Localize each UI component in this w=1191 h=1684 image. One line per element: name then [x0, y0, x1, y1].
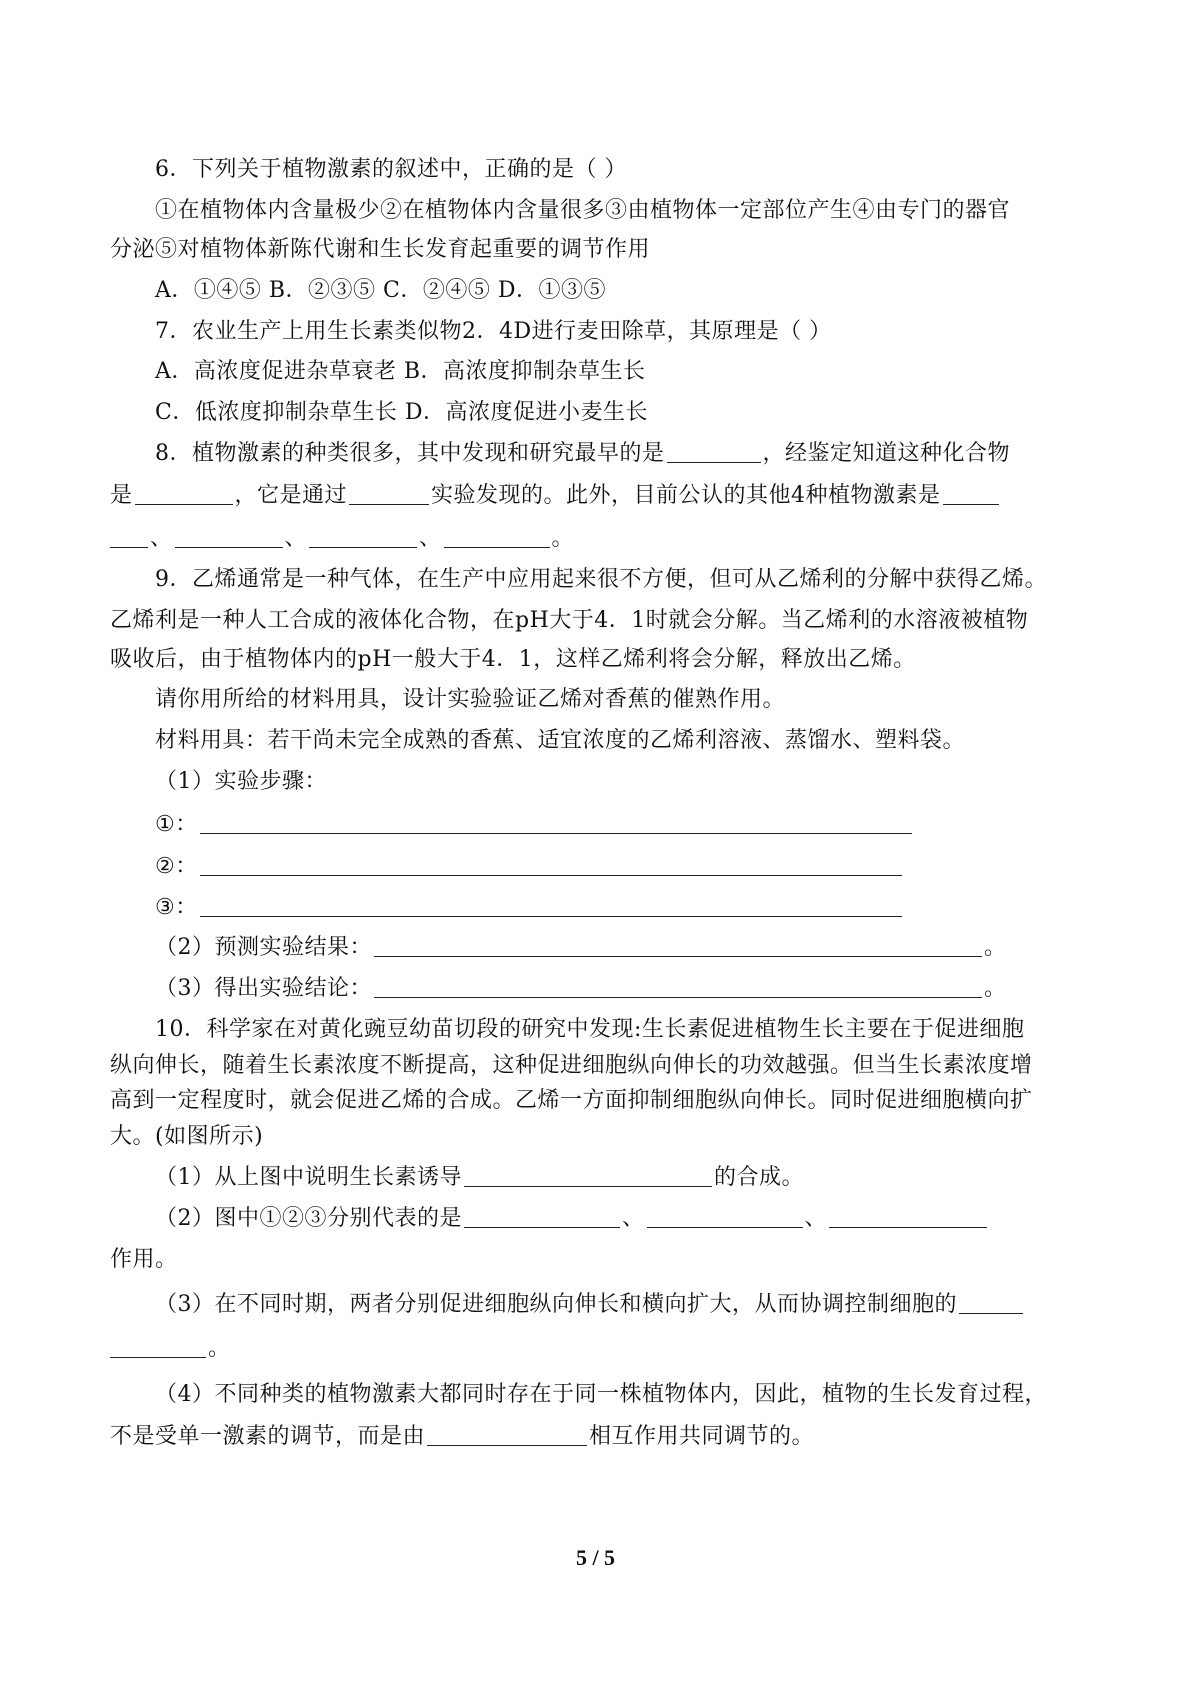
q8-line1: [155, 439, 1010, 469]
q8-text: 实验发现的。此外，目前公认的其他4种植物激素是: [431, 483, 941, 508]
q10-sub4: （4）不同种类的植物激素大都同时存在于同一株植物体内，因此，植物的生长发育过程，: [155, 1382, 1048, 1407]
q9-step-2-label: ②：: [155, 854, 198, 879]
q8-separator: 、: [419, 526, 442, 551]
q10-sub2-tail: 作用。: [110, 1247, 178, 1272]
q10-sub1-text: （1）从上图中说明生长素诱导: [155, 1165, 462, 1190]
q6-stem: 6．下列关于植物激素的叙述中，正确的是（ ）: [155, 157, 627, 182]
q9-line3: 吸收后，由于植物体内的pH一般大于4．1，这样乙烯利将会分解，释放出乙烯。: [110, 647, 916, 672]
answer-blank[interactable]: [959, 1291, 1023, 1314]
q9-steps-label: （1）实验步骤：: [155, 769, 327, 794]
q8-end: 。: [551, 526, 575, 551]
q8-line2: [110, 481, 1001, 511]
q6-options: A．①④⑤ B．②③⑤ C．②④⑤ D．①③⑤: [155, 278, 607, 303]
q10-sub2-separator: 、: [622, 1206, 645, 1231]
answer-blank[interactable]: [374, 934, 982, 957]
q9-line1: 9．乙烯通常是一种气体，在生产中应用起来很不方便，但可从乙烯利的分解中获得乙烯。: [155, 567, 1048, 592]
q10-sub2-text: （2）图中①②③分别代表的是: [155, 1206, 462, 1231]
answer-blank[interactable]: [427, 1423, 587, 1446]
q10-sub2: [155, 1204, 989, 1234]
answer-blank[interactable]: [110, 525, 148, 548]
q9-conclude-label: （3）得出实验结论：: [155, 976, 372, 1001]
answer-blank[interactable]: [829, 1205, 987, 1228]
q10-line2: 纵向伸长，随着生长素浓度不断提高，这种促进细胞纵向伸长的功效越强。但当生长素浓度增: [110, 1053, 1033, 1078]
q8-separator: 、: [284, 526, 308, 551]
q10-sub3-end: 。: [208, 1336, 231, 1361]
q9-step-1: [155, 810, 914, 840]
q8-separator: 、: [150, 526, 173, 551]
q8-text: ，经鉴定知道这种化合物: [762, 441, 1011, 466]
q10-sub1: [155, 1163, 804, 1193]
q9-step-3: [155, 893, 904, 923]
q8-text: 8．植物激素的种类很多，其中发现和研究最早的是: [155, 441, 665, 466]
q9-step-1-label: ①：: [155, 812, 198, 837]
q10-line3: 高到一定程度时，就会促进乙烯的合成。乙烯一方面抑制细胞纵向伸长。同时促进细胞横向扩: [110, 1088, 1033, 1113]
answer-blank[interactable]: [200, 811, 912, 834]
q9-step-3-label: ③：: [155, 895, 198, 920]
q10-sub3: [155, 1290, 1025, 1320]
q9-predict: [155, 933, 1007, 963]
answer-blank[interactable]: [349, 482, 429, 505]
q9-end: 。: [984, 935, 1007, 960]
answer-blank[interactable]: [374, 975, 982, 998]
answer-blank[interactable]: [200, 853, 902, 876]
q10-sub4-line2: [110, 1422, 814, 1452]
q9-end: 。: [984, 976, 1007, 1001]
q6-statements-line2: 分泌⑤对植物体新陈代谢和生长发育起重要的调节作用: [110, 237, 651, 262]
answer-blank[interactable]: [464, 1164, 712, 1187]
q10-line1: 10．科学家在对黄化豌豆幼苗切段的研究中发现:生长素促进植物生长主要在于促进细胞: [155, 1017, 1025, 1042]
answer-blank[interactable]: [943, 482, 999, 505]
q10-sub2-separator: 、: [804, 1206, 828, 1231]
q10-sub3-text: （3）在不同时期，两者分别促进细胞纵向伸长和横向扩大，从而协调控制细胞的: [155, 1292, 957, 1317]
q9-step-2: [155, 852, 904, 882]
q7-stem: 7．农业生产上用生长素类似物2．4D进行麦田除草，其原理是（ ）: [155, 319, 832, 344]
q10-line4: 大。(如图所示): [110, 1124, 264, 1149]
q8-text: 是: [110, 483, 133, 508]
answer-blank[interactable]: [444, 525, 550, 548]
q8-text: ，它是通过: [234, 483, 348, 508]
answer-blank[interactable]: [464, 1205, 620, 1228]
answer-blank[interactable]: [667, 440, 761, 463]
answer-blank[interactable]: [647, 1205, 803, 1228]
answer-blank[interactable]: [200, 894, 902, 917]
q7-options-line1: A．高浓度促进杂草衰老 B．高浓度抑制杂草生长: [155, 359, 646, 384]
q10-sub4-text: 相互作用共同调节的。: [589, 1424, 815, 1449]
q6-statements-line1: ①在植物体内含量极少②在植物体内含量很多③由植物体一定部位产生④由专门的器官: [155, 198, 1011, 223]
q9-conclude: [155, 974, 1007, 1004]
q8-line3: [110, 524, 574, 554]
answer-blank[interactable]: [135, 482, 233, 505]
answer-blank[interactable]: [110, 1335, 206, 1358]
q10-sub3-line2: [110, 1334, 231, 1364]
q7-options-line2: C．低浓度抑制杂草生长 D．高浓度促进小麦生长: [155, 400, 648, 425]
q9-line2: 乙烯利是一种人工合成的液体化合物，在pH大于4．1时就会分解。当乙烯利的水溶液被植物: [110, 608, 1029, 633]
page-number: 5 / 5: [575, 1545, 616, 1570]
answer-blank[interactable]: [309, 525, 417, 548]
q9-line4: 请你用所给的材料用具，设计实验验证乙烯对香蕉的催熟作用。: [155, 687, 786, 712]
q10-sub4-text: 不是受单一激素的调节，而是由: [110, 1424, 426, 1449]
q9-predict-label: （2）预测实验结果：: [155, 935, 372, 960]
q10-sub1-text: 的合成。: [714, 1165, 805, 1190]
answer-blank[interactable]: [175, 525, 283, 548]
q9-materials: 材料用具：若干尚未完全成熟的香蕉、适宜浓度的乙烯利溶液、蒸馏水、塑料袋。: [155, 728, 966, 753]
